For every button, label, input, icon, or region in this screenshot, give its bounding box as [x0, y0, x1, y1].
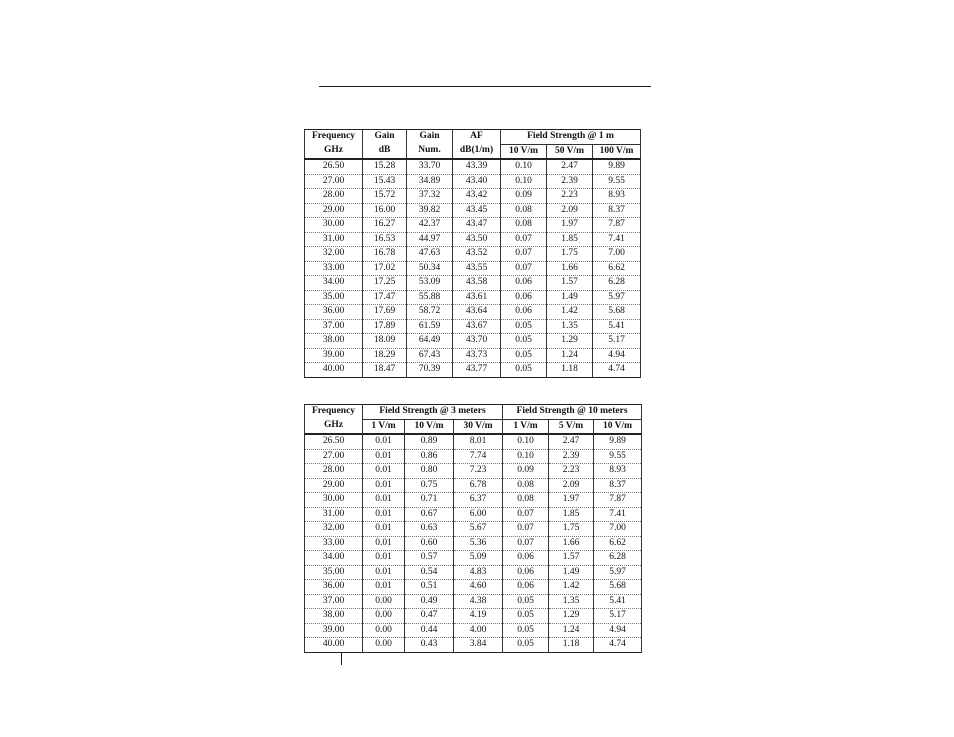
col-unit-db-per-m: dB(1/m)	[453, 144, 501, 159]
table-cell: 8.93	[593, 189, 641, 204]
table-cell: 31.00	[305, 232, 363, 247]
table-cell: 6.28	[594, 551, 642, 566]
table-cell: 5.68	[594, 580, 642, 595]
table-row	[305, 232, 641, 247]
table-cell: 1.49	[549, 565, 594, 580]
table-row	[305, 319, 641, 334]
table-cell: 0.06	[503, 551, 549, 566]
table-cell: 17.89	[363, 319, 407, 334]
table-cell: 6.37	[454, 493, 503, 508]
table-cell: 1.49	[547, 290, 593, 305]
table-cell: 1.29	[549, 609, 594, 624]
table-cell: 7.23	[454, 464, 503, 479]
table-cell: 17.25	[363, 276, 407, 291]
table-cell: 34.00	[305, 276, 363, 291]
table-cell: 43.61	[453, 290, 501, 305]
col-header-gain-db: Gain	[363, 130, 407, 145]
table-row	[305, 218, 641, 233]
table-row	[305, 522, 642, 537]
table-cell: 27.00	[305, 174, 363, 189]
table-cell: 37.00	[305, 594, 363, 609]
table-cell: 4.19	[454, 609, 503, 624]
table-cell: 33.70	[407, 159, 453, 174]
table-body	[305, 159, 641, 377]
table-cell: 2.47	[547, 159, 593, 174]
table-cell: 1.18	[547, 363, 593, 378]
table-cell: 15.72	[363, 189, 407, 204]
group-header-field-strength-10m: Field Strength @ 10 meters	[503, 405, 642, 420]
table-row	[305, 203, 641, 218]
table-header-row	[305, 130, 641, 145]
table-cell: 5.41	[594, 594, 642, 609]
table-cell: 0.07	[501, 261, 547, 276]
table-subheader-row	[305, 144, 641, 159]
table-cell: 7.87	[593, 218, 641, 233]
table-cell: 0.05	[503, 638, 549, 653]
table-cell: 29.00	[305, 203, 363, 218]
table-cell: 43.42	[453, 189, 501, 204]
table-cell: 2.39	[547, 174, 593, 189]
table-cell: 1.18	[549, 638, 594, 653]
table-cell: 1.66	[547, 261, 593, 276]
table-cell: 15.43	[363, 174, 407, 189]
table-cell: 40.00	[305, 363, 363, 378]
table-cell: 28.00	[305, 464, 363, 479]
col-unit-ghz: GHz	[305, 419, 363, 434]
table-cell: 0.06	[501, 305, 547, 320]
table-cell: 5.67	[454, 522, 503, 537]
table-cell: 37.00	[305, 319, 363, 334]
table-row	[305, 594, 642, 609]
table-cell: 0.01	[363, 464, 405, 479]
table-cell: 34.89	[407, 174, 453, 189]
table-cell: 0.75	[405, 478, 454, 493]
table-cell: 0.07	[503, 507, 549, 522]
table-cell: 9.89	[594, 434, 642, 449]
table-cell: 43.40	[453, 174, 501, 189]
table-cell: 0.07	[503, 522, 549, 537]
table-cell: 0.43	[405, 638, 454, 653]
table-cell: 17.47	[363, 290, 407, 305]
table-cell: 28.00	[305, 189, 363, 204]
table-cell: 5.97	[594, 565, 642, 580]
group-header-field-strength-1m: Field Strength @ 1 m	[501, 130, 641, 145]
table-cell: 4.38	[454, 594, 503, 609]
table-cell: 70.39	[407, 363, 453, 378]
table-cell: 0.01	[363, 551, 405, 566]
table-cell: 0.06	[503, 580, 549, 595]
table-cell: 0.07	[501, 232, 547, 247]
table-cell: 30.00	[305, 493, 363, 508]
table-cell: 39.00	[305, 348, 363, 363]
table-cell: 8.37	[593, 203, 641, 218]
table-row	[305, 363, 641, 378]
table-cell: 0.07	[503, 536, 549, 551]
table-cell: 0.10	[503, 434, 549, 449]
table-cell: 39.82	[407, 203, 453, 218]
table-cell: 0.10	[501, 174, 547, 189]
table-cell: 43.47	[453, 218, 501, 233]
margin-mark	[341, 652, 342, 665]
table-cell: 0.07	[501, 247, 547, 262]
table-cell: 0.86	[405, 449, 454, 464]
col-header-frequency: Frequency	[305, 405, 363, 420]
table-cell: 0.05	[501, 334, 547, 349]
table-cell: 4.74	[594, 638, 642, 653]
table-row	[305, 609, 642, 624]
table-cell: 7.87	[594, 493, 642, 508]
col-header-100vm: 100 V/m	[593, 144, 641, 159]
table-cell: 0.71	[405, 493, 454, 508]
table-row	[305, 174, 641, 189]
table-cell: 4.94	[593, 348, 641, 363]
table-cell: 3.84	[454, 638, 503, 653]
table-cell: 0.05	[501, 363, 547, 378]
table-row	[305, 536, 642, 551]
table-cell: 1.75	[549, 522, 594, 537]
table-cell: 0.05	[503, 609, 549, 624]
table-cell: 1.75	[547, 247, 593, 262]
table-cell: 34.00	[305, 551, 363, 566]
table-row	[305, 565, 642, 580]
table-cell: 35.00	[305, 290, 363, 305]
table-cell: 0.08	[501, 203, 547, 218]
table-cell: 53.09	[407, 276, 453, 291]
table-row	[305, 305, 641, 320]
table-cell: 33.00	[305, 261, 363, 276]
table-cell: 6.62	[593, 261, 641, 276]
table-cell: 7.74	[454, 449, 503, 464]
table-cell: 0.01	[363, 493, 405, 508]
table-cell: 0.08	[501, 218, 547, 233]
table-cell: 1.29	[547, 334, 593, 349]
table-cell: 37.32	[407, 189, 453, 204]
table-cell: 43.58	[453, 276, 501, 291]
table-cell: 38.00	[305, 334, 363, 349]
table-cell: 0.89	[405, 434, 454, 449]
table-cell: 64.49	[407, 334, 453, 349]
col-header-3m-1vm: 1 V/m	[363, 419, 405, 434]
table-cell: 26.50	[305, 159, 363, 174]
table-cell: 1.57	[547, 276, 593, 291]
table-cell: 2.09	[549, 478, 594, 493]
table-row	[305, 623, 642, 638]
table-cell: 0.08	[503, 478, 549, 493]
col-unit-ghz: GHz	[305, 144, 363, 159]
table-cell: 55.88	[407, 290, 453, 305]
table-cell: 0.08	[503, 493, 549, 508]
col-header-gain-num: Gain	[407, 130, 453, 145]
col-header-10vm: 10 V/m	[501, 144, 547, 159]
table-cell: 16.78	[363, 247, 407, 262]
table-header-row	[305, 405, 642, 420]
table-cell: 8.01	[454, 434, 503, 449]
col-unit-num: Num.	[407, 144, 453, 159]
col-unit-db: dB	[363, 144, 407, 159]
table-subheader-row	[305, 419, 642, 434]
table-cell: 7.41	[594, 507, 642, 522]
table-cell: 4.00	[454, 623, 503, 638]
table-cell: 2.39	[549, 449, 594, 464]
table-cell: 0.05	[503, 623, 549, 638]
table-cell: 17.69	[363, 305, 407, 320]
table-cell: 0.06	[503, 565, 549, 580]
table-cell: 0.10	[503, 449, 549, 464]
table-cell: 0.57	[405, 551, 454, 566]
table-cell: 0.00	[363, 638, 405, 653]
table-cell: 0.51	[405, 580, 454, 595]
table-cell: 43.45	[453, 203, 501, 218]
table-cell: 39.00	[305, 623, 363, 638]
group-header-field-strength-3m: Field Strength @ 3 meters	[363, 405, 503, 420]
table-cell: 0.00	[363, 609, 405, 624]
table-cell: 6.00	[454, 507, 503, 522]
table-cell: 1.24	[547, 348, 593, 363]
table-cell: 0.05	[501, 348, 547, 363]
col-header-3m-10vm: 10 V/m	[405, 419, 454, 434]
table-cell: 36.00	[305, 305, 363, 320]
table-cell: 1.35	[549, 594, 594, 609]
table-cell: 67.43	[407, 348, 453, 363]
table-cell: 1.42	[549, 580, 594, 595]
table-row	[305, 276, 641, 291]
table-cell: 43.55	[453, 261, 501, 276]
table-cell: 5.17	[594, 609, 642, 624]
table-cell: 61.59	[407, 319, 453, 334]
table-cell: 7.00	[593, 247, 641, 262]
table-cell: 0.06	[501, 276, 547, 291]
table-cell: 32.00	[305, 522, 363, 537]
col-header-50vm: 50 V/m	[547, 144, 593, 159]
table-cell: 50.34	[407, 261, 453, 276]
table-cell: 1.35	[547, 319, 593, 334]
table-cell: 0.01	[363, 507, 405, 522]
table-row	[305, 261, 641, 276]
table-cell: 43.39	[453, 159, 501, 174]
table-cell: 16.00	[363, 203, 407, 218]
table-cell: 5.09	[454, 551, 503, 566]
table-cell: 5.36	[454, 536, 503, 551]
table-cell: 43.50	[453, 232, 501, 247]
table-cell: 0.67	[405, 507, 454, 522]
table-cell: 1.42	[547, 305, 593, 320]
col-header-10m-5vm: 5 V/m	[549, 419, 594, 434]
table-cell: 0.09	[501, 189, 547, 204]
table-cell: 1.97	[547, 218, 593, 233]
table-row	[305, 638, 642, 653]
header-rule	[319, 86, 651, 87]
table-row	[305, 334, 641, 349]
table-cell: 18.47	[363, 363, 407, 378]
table-cell: 9.55	[593, 174, 641, 189]
table-row	[305, 507, 642, 522]
table-cell: 5.17	[593, 334, 641, 349]
table-cell: 36.00	[305, 580, 363, 595]
table-cell: 17.02	[363, 261, 407, 276]
table-row	[305, 551, 642, 566]
table-cell: 8.37	[594, 478, 642, 493]
table-cell: 0.01	[363, 478, 405, 493]
table-cell: 0.01	[363, 565, 405, 580]
table-cell: 2.09	[547, 203, 593, 218]
table-cell: 16.27	[363, 218, 407, 233]
table-cell: 0.01	[363, 449, 405, 464]
table-cell: 0.60	[405, 536, 454, 551]
table-cell: 1.57	[549, 551, 594, 566]
table-cell: 7.00	[594, 522, 642, 537]
table-cell: 5.41	[593, 319, 641, 334]
col-header-3m-30vm: 30 V/m	[454, 419, 503, 434]
table-cell: 32.00	[305, 247, 363, 262]
table-row	[305, 464, 642, 479]
table-cell: 31.00	[305, 507, 363, 522]
table-row	[305, 189, 641, 204]
table-cell: 4.94	[594, 623, 642, 638]
table-cell: 0.54	[405, 565, 454, 580]
table-cell: 0.00	[363, 594, 405, 609]
table-cell: 0.63	[405, 522, 454, 537]
table-cell: 43.64	[453, 305, 501, 320]
table-cell: 43.52	[453, 247, 501, 262]
table-cell: 5.97	[593, 290, 641, 305]
table-cell: 0.05	[501, 319, 547, 334]
table-cell: 0.01	[363, 536, 405, 551]
table-cell: 0.01	[363, 580, 405, 595]
table-row	[305, 247, 641, 262]
table-cell: 9.55	[594, 449, 642, 464]
table-cell: 1.66	[549, 536, 594, 551]
table-cell: 6.28	[593, 276, 641, 291]
table-cell: 40.00	[305, 638, 363, 653]
table-cell: 2.47	[549, 434, 594, 449]
table-cell: 47.63	[407, 247, 453, 262]
table-cell: 0.05	[503, 594, 549, 609]
table-cell: 43.67	[453, 319, 501, 334]
table-row	[305, 449, 642, 464]
table-cell: 1.85	[549, 507, 594, 522]
table-cell: 8.93	[594, 464, 642, 479]
col-header-frequency: Frequency	[305, 130, 363, 145]
table-cell: 0.00	[363, 623, 405, 638]
table-cell: 30.00	[305, 218, 363, 233]
table-cell: 43.77	[453, 363, 501, 378]
table-cell: 15.28	[363, 159, 407, 174]
table-cell: 43.70	[453, 334, 501, 349]
table-cell: 0.80	[405, 464, 454, 479]
table-row	[305, 580, 642, 595]
table-cell: 35.00	[305, 565, 363, 580]
table-body	[305, 434, 642, 652]
table-cell: 5.68	[593, 305, 641, 320]
col-header-10m-1vm: 1 V/m	[503, 419, 549, 434]
table-cell: 7.41	[593, 232, 641, 247]
table-cell: 0.49	[405, 594, 454, 609]
table-cell: 0.44	[405, 623, 454, 638]
table-cell: 26.50	[305, 434, 363, 449]
table-cell: 0.06	[501, 290, 547, 305]
table-row	[305, 159, 641, 174]
table-cell: 1.97	[549, 493, 594, 508]
antenna-factor-table	[304, 129, 641, 378]
table-cell: 29.00	[305, 478, 363, 493]
table-cell: 1.24	[549, 623, 594, 638]
table-cell: 0.01	[363, 434, 405, 449]
table-row	[305, 434, 642, 449]
table-cell: 4.60	[454, 580, 503, 595]
table-cell: 18.29	[363, 348, 407, 363]
table-row	[305, 493, 642, 508]
table-cell: 1.85	[547, 232, 593, 247]
table-row	[305, 348, 641, 363]
table-cell: 18.09	[363, 334, 407, 349]
table-cell: 0.10	[501, 159, 547, 174]
table-cell: 9.89	[593, 159, 641, 174]
table-cell: 4.74	[593, 363, 641, 378]
table-cell: 4.83	[454, 565, 503, 580]
table-cell: 0.09	[503, 464, 549, 479]
table-cell: 58.72	[407, 305, 453, 320]
table-cell: 2.23	[549, 464, 594, 479]
table-row	[305, 478, 642, 493]
table-cell: 6.62	[594, 536, 642, 551]
table-cell: 33.00	[305, 536, 363, 551]
table-cell: 0.47	[405, 609, 454, 624]
table-cell: 2.23	[547, 189, 593, 204]
field-strength-distance-table	[304, 404, 642, 653]
table-cell: 42.37	[407, 218, 453, 233]
table-cell: 43.73	[453, 348, 501, 363]
table-cell: 6.78	[454, 478, 503, 493]
table-cell: 0.01	[363, 522, 405, 537]
table-cell: 44.97	[407, 232, 453, 247]
col-header-af: AF	[453, 130, 501, 145]
col-header-10m-10vm: 10 V/m	[594, 419, 642, 434]
table-cell: 38.00	[305, 609, 363, 624]
table-cell: 16.53	[363, 232, 407, 247]
table-row	[305, 290, 641, 305]
table-cell: 27.00	[305, 449, 363, 464]
